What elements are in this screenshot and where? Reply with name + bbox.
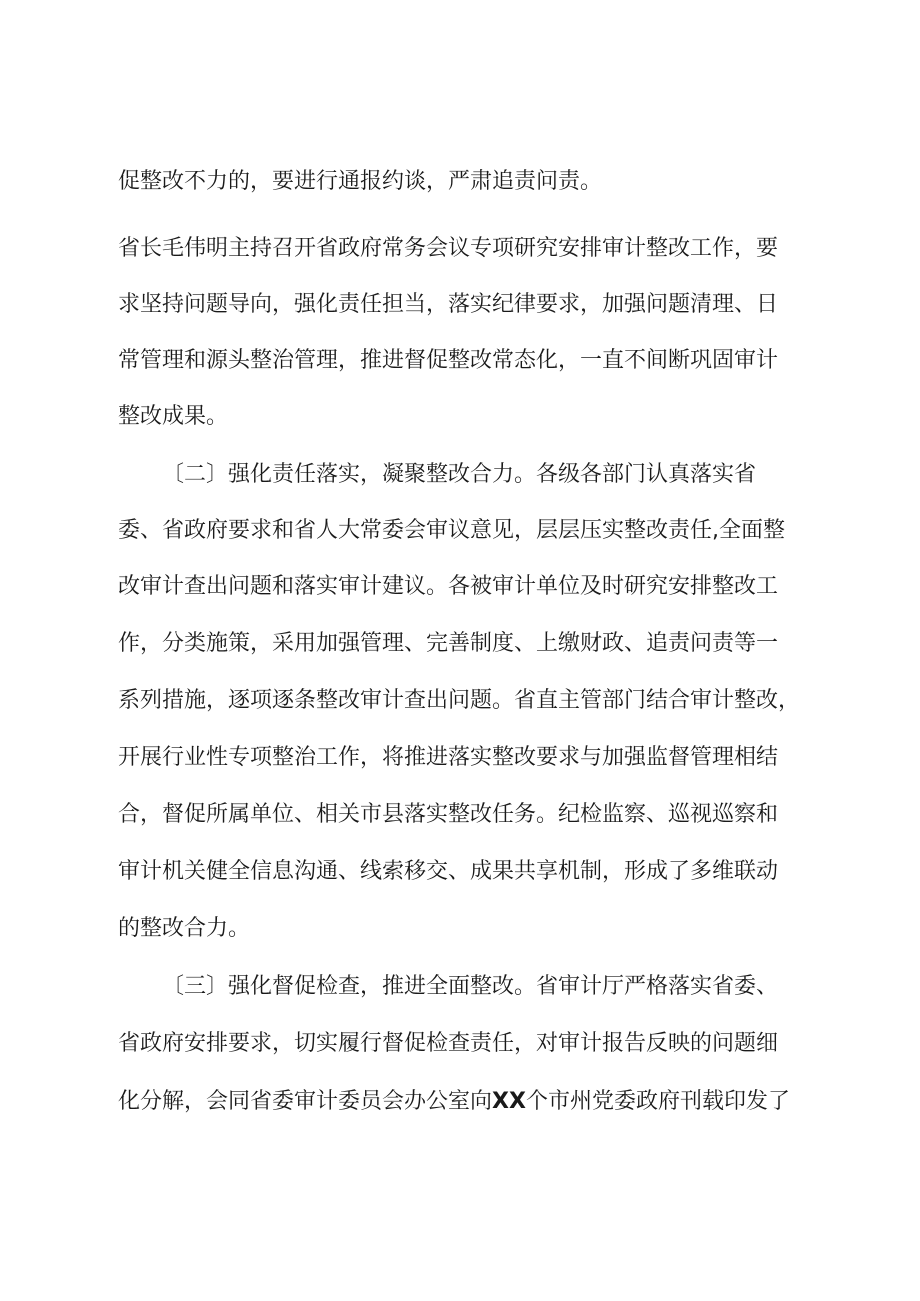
paragraph-line: 开展行业性专项整治工作，将推进落实整改要求与加强监督管理相结 (118, 745, 779, 770)
section-heading-line: 〔三〕强化督促检查，推进全面整改。省审计厅严格落实省委、 (162, 974, 779, 999)
line-text-after: 个市州党委政府刊载印发了 (525, 1089, 790, 1114)
line-text-before: 化分解，会同省委审计委员会办公室向 (118, 1089, 493, 1114)
section-heading-line: 〔二〕强化责任落实，凝聚整改合力。各级各部门认真落实省 (162, 462, 757, 487)
paragraph-line: 省政府安排要求，切实履行督促检查责任，对审计报告反映的问题细 (118, 1031, 779, 1056)
paragraph-line: 促整改不力的，要进行通报约谈，严肃追责问责。 (118, 169, 603, 194)
paragraph-line: 求坚持问题导向，强化责任担当，落实纪律要求，加强问题清理、日 (118, 292, 779, 317)
placeholder-count: XX (492, 1089, 526, 1114)
paragraph-line: 作，分类施策，采用加强管理、完善制度、上缴财政、追责问责等一 (118, 631, 779, 656)
paragraph-line: 审计机关健全信息沟通、线索移交、成果共享机制，形成了多维联动 (118, 859, 779, 884)
paragraph-line: 省长毛伟明主持召开省政府常务会议专项研究安排审计整改工作，要 (118, 236, 779, 261)
paragraph-line: 常管理和源头整治管理，推进督促整改常态化，一直不间断巩固审计 (118, 348, 779, 373)
paragraph-line: 合，督促所属单位、相关市县落实整改任务。纪检监察、巡视巡察和 (118, 802, 779, 827)
paragraph-line: 的整改合力。 (118, 916, 251, 941)
paragraph-line: 委、省政府要求和省人大常委会审议意见，层层压实整改责任,全面整 (118, 518, 785, 543)
paragraph-line: 整改成果。 (118, 404, 229, 429)
paragraph-line: 系列措施，逐项逐条整改审计查出问题。省直主管部门结合审计整改， (118, 688, 801, 713)
paragraph-line (118, 1087, 790, 1117)
paragraph-line: 改审计查出问题和落实审计建议。各被审计单位及时研究安排整改工 (118, 574, 779, 599)
